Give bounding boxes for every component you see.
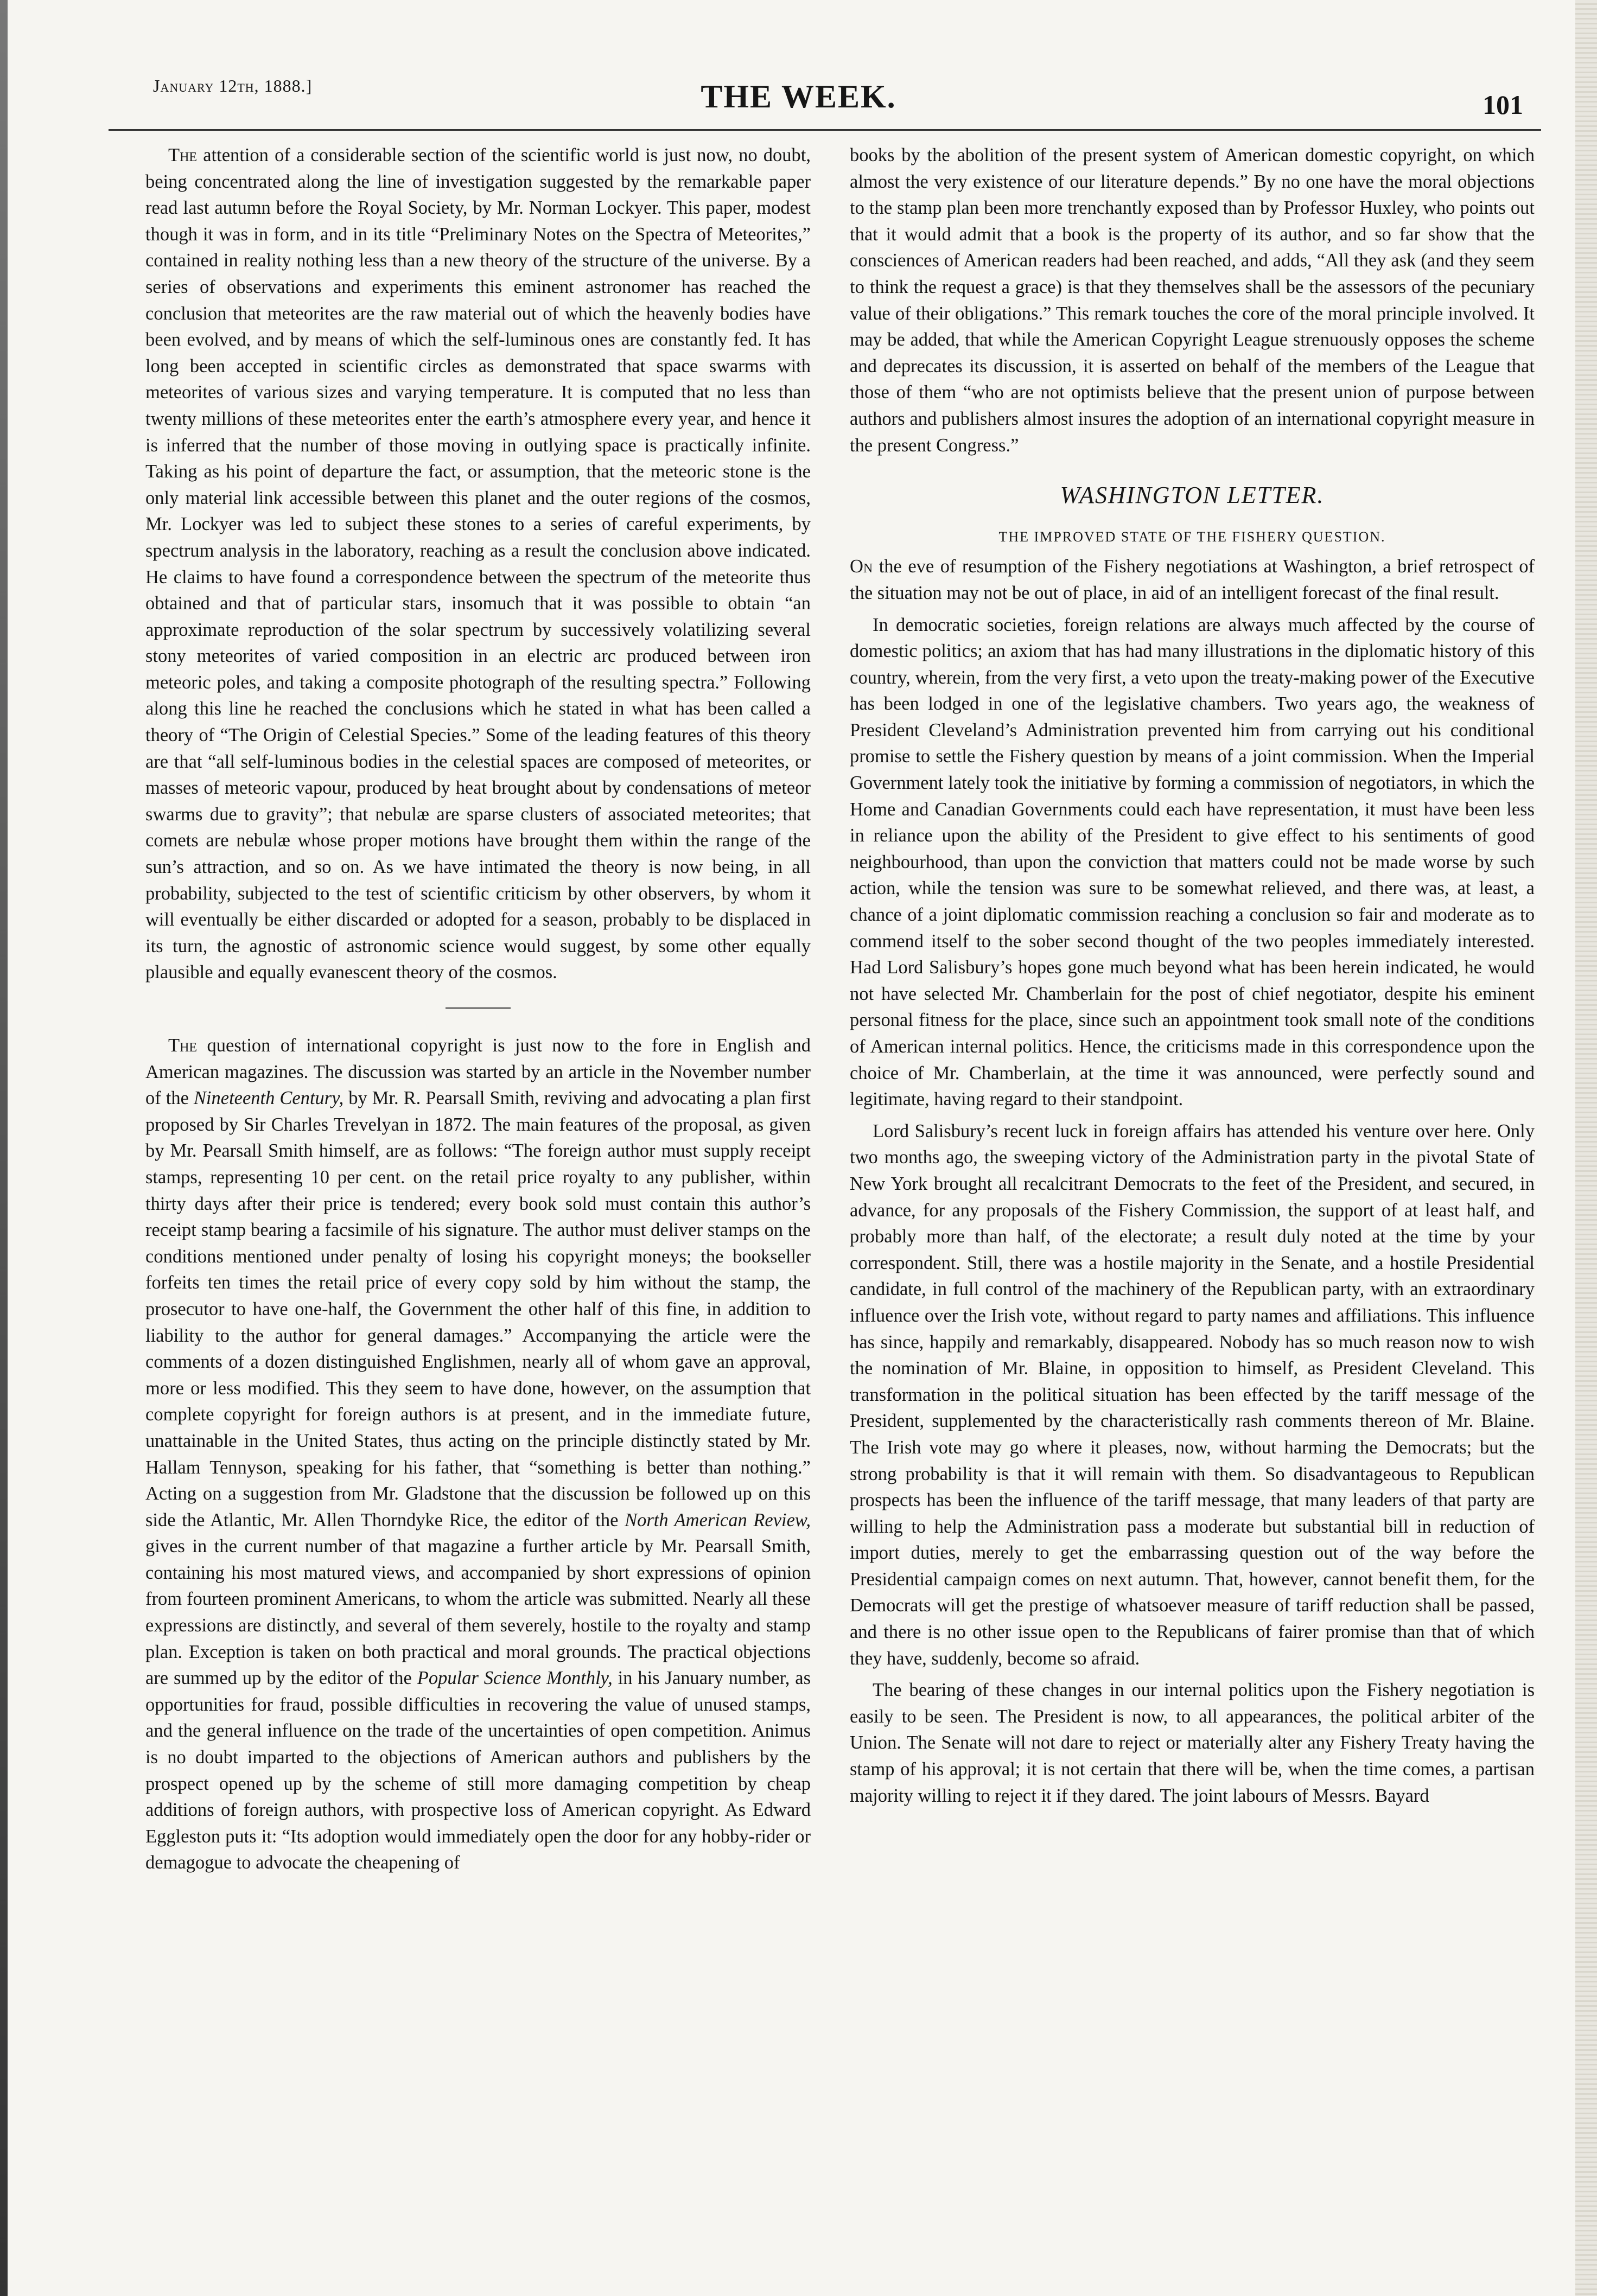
paragraph-text: question of international copyright is just now to the fore in English and American magazines. The discussion was started by an article in the November number of the [145,1035,811,1109]
left-page-edge [0,0,8,2296]
copyright-paragraph [145,1032,811,1876]
paragraph-text: in his January number, as opportunities for fraud, possible difficulties in recovering the value of unused stamps, and the general influence on the trade of the uncertainties of open competition. Animus is no doubt imparted to the objections of American authors and publishers by the prospect opened up by the scheme of still more damaging competition by cheap additions of foreign authors, with prospective loss of American copyright. As Edward Eggleston puts it: “Its adoption would immediately open the door for any hobby-rider or demagogue to advocate the cheapening of [145,1668,811,1873]
paragraph-text: the eve of resumption of the Fishery negotiations at Washington, a brief retrospect of the situation may not be out of place, in aid of an intelligent forecast of the final result. [850,556,1535,603]
page-number: 101 [1483,90,1523,120]
paragraph-text: attention of a considerable section of the scientific world is just now, no doubt, being concentrated along the line of investigation suggested by the remarkable paper read last autumn before the Royal Society, by Mr. Norman Lockyer. This paper, modest though it was in form, and in its title “Preliminary Notes on the Spectra of Meteorites,” contained in reality nothing less than a new theory of the structure of the universe. By a series of observations and experiments this eminent astronomer has reached the conclusion that meteorites are the raw material out of which the heavenly bodies have been evolved, and by means of which the self-luminous ones are constantly fed. It has long been accepted in scientific circles as demonstrated that space swarms with meteorites of various sizes and varying temperature. It is computed that no less than twenty millions of these meteorites enter the earth’s atmosphere every year, and hence it is inferred that the number of those moving in outlying space is practically infinite. Taking as his point of departure the fact, or assumption, that the meteoric stone is the only material link accessible between this planet and the outer regions of the cosmos, Mr. Lockyer was led to subject these stones to a series of careful experiments, by spectrum analysis in the laboratory, reaching as a result the conclusion above indicated. He claims to have found a correspondence between the spectrum of the meteorite thus obtained and that of particular stars, insomuch that it was possible to obtain “an approximate reproduction of the solar spectrum by successively volatilizing several stony meteorites of varied composition in an electric arc produced between iron meteoric poles, and taking a composite photograph of the resulting spectra.” Following along this line he reached the conclusions which he stated in what has been called a theory of “The Origin of Celestial Species.” Some of the leading features of this theory are that “all self-luminous bodies in the celestial spaces are composed of meteorites, or masses of meteoric vapour, produced by heat brought about by condensations of meteor swarms due to gravity”; that nebulæ are sparse clusters of associated meteorites; that comets are nebulæ whose proper motions have brought them within the range of the sun’s attraction, and so on. As we have intimated the theory is now being, in all probability, subjected to the test of scientific criticism by other observers, by whom it will eventually be either discarded or adopted for a season, probably to be displaced in its turn, the agnostic of astronomic science would suggest, by some other equally plausible and equally evanescent theory of the cosmos. [145,145,811,983]
section-title: WASHINGTON LETTER. [1060,482,1325,509]
section-separator [446,1007,511,1009]
washington-paragraph-2: In democratic societies, foreign relations are always much affected by the course of domestic politics; an axiom that has had many illustrations in the diplomatic history of this country, wherein, from the very first, a veto upon the treaty-making power of the Executive has been lodged in one of the legislative chambers. Two years ago, the weakness of President Cleveland’s Administration prevented him from carrying out his conditional promise to settle the Fishery question by means of a joint commission. When the Imperial Government lately took the initiative by forming a commission of negotiators, in which the Home and Canadian Governments could each have representation, it must have been less in reliance upon the ability of the President to give effect to his sentiments of good neighbourhood, than upon the conviction that matters could not be made worse by such action, while the tension was sure to be somewhat relieved, and there was, at least, a chance of a joint diplomatic commission reaching a conclusion so fair and moderate as to commend itself to the sober second thought of the two peoples immediately interested. Had Lord Salisbury’s hopes gone much beyond what has been herein indicated, he would not have selected Mr. Chamberlain for the post of chief negotiator, despite his eminent personal fitness for the place, since such an appointment took small note of the conditions of American internal politics. Hence, the criticisms made in this correspondence upon the choice of Mr. Chamberlain, at the time it was announced, were perfectly sound and legitimate, having regard to their standpoint. [850,614,1535,1110]
section-subtitle: THE IMPROVED STATE OF THE FISHERY QUESTION. [998,528,1386,545]
paragraph-opening: The [168,145,198,165]
paragraph-text: by Mr. R. Pearsall Smith, reviving and advocating a plan first proposed by Sir Charles Trevelyan in 1872. The main features of the proposal, as given by Mr. Pearsall Smith himself, are as follows: “The foreign author must supply receipt stamps, representing 10 per cent. on the retail price royalty to any publisher, within thirty days after their price is tendered; every book sold must contain this author’s receipt stamp bearing a facsimile of his signature. The author must deliver stamps on the conditions mentioned under penalty of losing his copyright moneys; the bookseller forfeits ten times the retail price of every copy sold by him without the stamp, the prosecutor to have one-half, the Government the other half of this fine, in addition to liability to the author for general damages.” Accompanying the article were the comments of a dozen distinguished Englishmen, nearly all of whom gave an approval, more or less modified. This they seem to have done, however, on the assumption that complete copyright for foreign authors is at present, and in the immediate future, unattainable in the United States, thus acting on the principle distinctly stated by Mr. Hallam Tennyson, speaking for his father, that “something is better than nothing.” Acting on a suggestion from Mr. Gladstone that the discussion be followed up on this side the Atlantic, Mr. Allen Thorndyke Rice, the editor of the [145,1088,811,1530]
paragraph-opening: The [168,1035,198,1056]
magazine-title: Nineteenth Century, [193,1088,344,1109]
washington-paragraph-3: Lord Salisbury’s recent luck in foreign affairs has attended his venture over here. Only two months ago, the sweeping victory of the Administration party in the pivotal State of New York brought all recalcitrant Democrats to the feet of the President, and secured, in advance, for any proposals of the Fishery Commission, the support of at least half, and probably more than half, of the electorate; a result duly noted at the time by your correspondent. Still, there was a hostile majority in the Senate, and a hostile Presidential candidate, in full control of the machinery of the Republican party, with an extraordinary influence over the Irish vote, without regard to party names and affiliations. This influence has since, happily and remarkably, disappeared. Nobody has so much reason now to wish the nomination of Mr. Blaine, in opposition to himself, as President Cleveland. This transformation in the political situation has been effected by the tariff message of the President, supplemented by the characteristically rash comments thereon of Mr. Blaine. The Irish vote may go where it pleases, now, without harming the Democrats; but the strong probability is that it will remain with them. So disadvantageous to Republican prospects has been the influence of the tariff message, that many leaders of that party are willing to help the Administration pass a moderate but substantial bill in reduction of import duties, merely to get the embarrassing question out of the way before the Presidential campaign comes on next autumn. That, however, cannot benefit them, for the Democrats will get the prestige of whatsoever measure of tariff reduction shall be passed, and there is no other issue open to the Republicans of fairer promise than that of which they have, suddenly, become so afraid. [850,1120,1535,1669]
magazine-title: North American Review, [625,1509,811,1530]
copyright-continued-paragraph: books by the abolition of the present system of American domestic copyright, on which almost the very existence of our literature depends.” By no one have the moral objections to the stamp plan been more trenchantly exposed than by Professor Huxley, who points out that it would admit that a book is the property of its author, and so far show that the consciences of American readers had been reached, and adds, “All they ask (and they seem to think the request a grace) is that they themselves shall be the assessors of the pecuniary value of their obligations.” This remark touches the core of the moral principle involved. It may be added, that while the American Copyright League strenuously opposes the scheme and deprecates its discussion, it is asserted on behalf of the members of the League that those of them “who are not optimists believe that the present union of purpose between authors and publishers almost insures the adoption of an international copyright measure in the present Congress.” [850,145,1535,456]
washington-paragraph-1 [850,553,1535,606]
paragraph-text: gives in the current number of that magazine a further article by Mr. Pearsall Smith, containing his most matured views, and accompanied by short expressions of opinion from fourteen prominent Americans, to whom the article was submitted. Nearly all these expressions are distinctly, and several of them severely, hostile to the royalty and stamp plan. Exception is taken on both practical and moral grounds. The practical objections are summed up by the editor of the [145,1536,811,1689]
issue-date: January 12th, 1888.] [153,76,313,95]
paragraph-opening: On [850,556,873,577]
lockyer-paragraph [145,142,811,986]
left-column [145,142,811,1882]
washington-paragraph-4: The bearing of these changes in our internal politics upon the Fishery negotiation is easily to be seen. The President is now, to all appearances, the political arbiter of the Union. The Senate will not dare to reject or materially alter any Fishery Treaty having the stamp of his approval; it is not certain that there will be, when the time comes, a partisan majority willing to reject it if they dared. The joint labours of Messrs. Bayard [850,1680,1535,1806]
right-page-edge [1575,0,1597,2296]
magazine-title: Popular Science Monthly, [417,1668,613,1689]
right-column [850,142,1535,1814]
header-rule [109,129,1541,131]
publication-title: THE WEEK. [701,79,896,114]
